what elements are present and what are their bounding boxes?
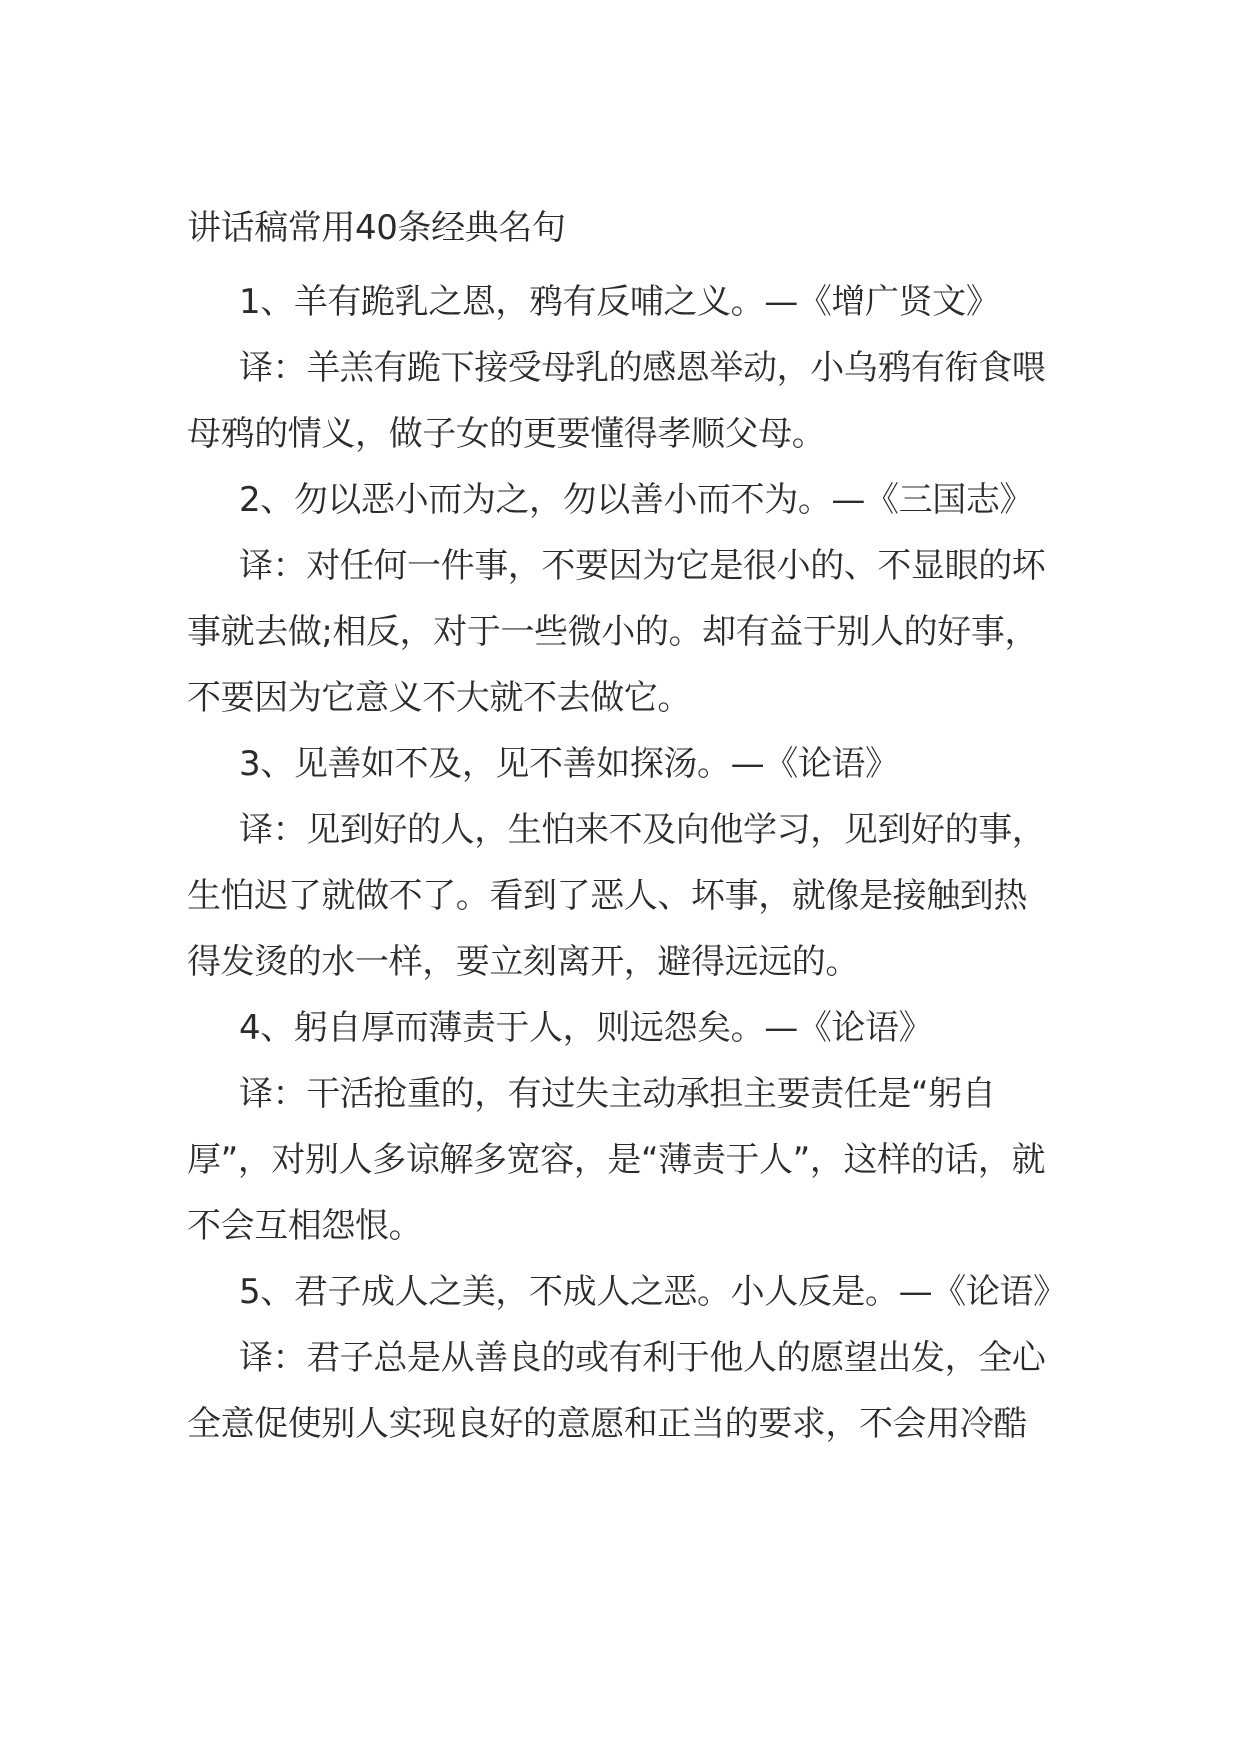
quote-paragraph-1: 1、羊有跪乳之恩，鸦有反哺之义。—《增广贤文》: [239, 282, 1000, 322]
translation-paragraph-1: 译：羊羔有跪下接受母乳的感恩举动，小乌鸦有衔食喂母鸦的情义，做子女的更要懂得孝顺父母。: [187, 348, 1046, 454]
quote-paragraph-3: 3、见善如不及，见不善如探汤。—《论语》: [239, 744, 899, 784]
translation-paragraph-3: 译：见到好的人，生怕来不及向他学习，见到好的事，生怕迟了就做不了。看到了恶人、坏事，就像是接触到热得发烫的水一样，要立刻离开，避得远远的。: [187, 810, 1046, 982]
document-page: [187, 203, 1067, 1457]
quote-paragraph-2: 2、勿以恶小而为之，勿以善小而不为。—《三国志》: [239, 480, 1034, 520]
quote-paragraph-4: 4、躬自厚而薄责于人，则远怨矣。—《论语》: [239, 1008, 933, 1048]
quote-paragraph-5: 5、君子成人之美，不成人之恶。小人反是。—《论语》: [239, 1272, 1067, 1312]
translation-paragraph-2: 译：对任何一件事，不要因为它是很小的、不显眼的坏事就去做;相反，对于一些微小的。却有益于别人的好事，不要因为它意义不大就不去做它。: [187, 546, 1046, 718]
translation-paragraph-4: 译：干活抢重的，有过失主动承担主要责任是“躬自厚”，对别人多谅解多宽容，是“薄责于人”，这样的话，就不会互相怨恨。: [187, 1074, 1046, 1246]
document-title: 讲话稿常用40条经典名句: [187, 208, 566, 248]
translation-paragraph-5: 译：君子总是从善良的或有利于他人的愿望出发，全心全意促使别人实现良好的意愿和正当的要求，不会用冷酷: [187, 1338, 1046, 1444]
